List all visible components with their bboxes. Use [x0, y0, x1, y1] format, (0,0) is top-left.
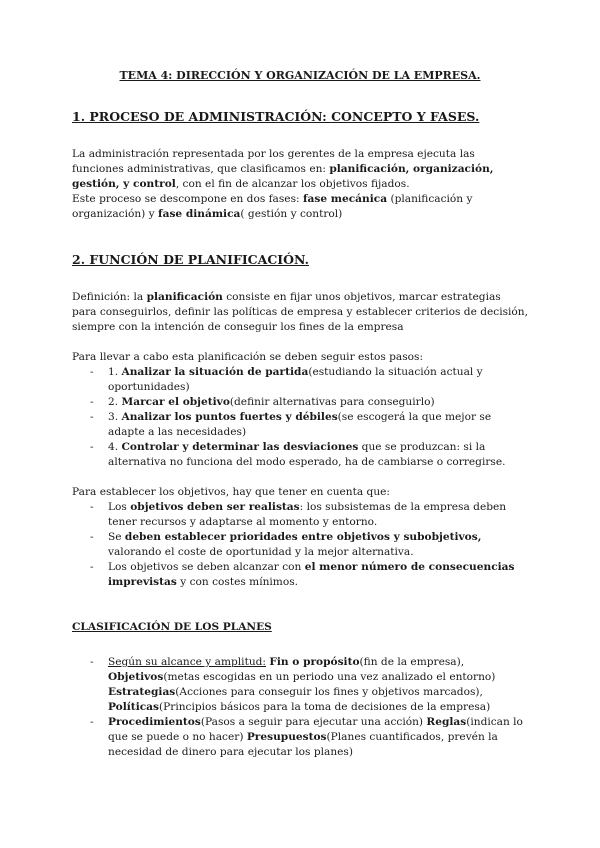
- list-item: - Los objetivos deben ser realistas: los subsistemas de la empresa deben tener recursos y adaptarse al momento y entorno.: [90, 501, 507, 528]
- list-item: - 1. Analizar la situación de partida(estudiando la situación actual y oportunidades): [90, 366, 483, 393]
- list-item: - Según su alcance y amplitud: Fin o propósito(fin de la empresa), Objetivos(metas escogidas en un periodo una vez analizado el entorno) Estrategias(Acciones para conseguir los fines y objetivos marcados), Políticas(Principios básicos para la toma de decisiones de la empresa): [90, 656, 496, 713]
- document-title: TEMA 4: DIRECCIÓN Y ORGANIZACIÓN DE LA EMPRESA.: [119, 69, 481, 82]
- list-item: - Los objetivos se deben alcanzar con el menor número de consecuencias imprevistas y con costes mínimos.: [90, 561, 515, 588]
- list-item: - 2. Marcar el objetivo(definir alternativas para conseguirlo): [90, 396, 435, 408]
- list-item: - 4. Controlar y determinar las desviaciones que se produzcan: si la alternativa no funciona del modo esperado, ha de cambiarse o corregirse.: [90, 441, 506, 468]
- list-item: - 3. Analizar los puntos fuertes y débiles(se escogerá la que mejor se adapte a las necesidades): [90, 411, 492, 438]
- list-item: - Se deben establecer prioridades entre objetivos y subobjetivos, valorando el coste de oportunidad y la mejor alternativa.: [90, 531, 482, 558]
- objectives-intro: Para establecer los objetivos, hay que tener en cuenta que:: [72, 486, 391, 498]
- steps-list: [72, 365, 528, 470]
- plans-classification-heading: CLASIFICACIÓN DE LOS PLANES: [72, 621, 272, 633]
- plans-list: [72, 655, 528, 760]
- definition-paragraph: Definición: la planificación consiste en fijar unos objetivos, marcar estrategias para conseguirlos, definir las políticas de empresa y establecer criterios de decisión, siempre con la intención de conseguir los fines de la empresa: [72, 291, 528, 333]
- section-1-paragraph-2: Este proceso se descompone en dos fases: fase mecánica (planificación y organización) y fase dinámica( gestión y control): [72, 193, 473, 220]
- objectives-list: [72, 500, 528, 590]
- section-2-heading: 2. FUNCIÓN DE PLANIFICACIÓN.: [72, 252, 309, 267]
- section-1-paragraph-1: La administración representada por los gerentes de la empresa ejecuta las funciones administrativas, que clasificamos en: planificación, organización, gestión, y control, con el fin de alcanzar los objetivos fijados.: [72, 148, 494, 190]
- section-1-heading: 1. PROCESO DE ADMINISTRACIÓN: CONCEPTO Y FASES.: [72, 109, 480, 124]
- steps-intro: Para llevar a cabo esta planificación se deben seguir estos pasos:: [72, 351, 424, 363]
- list-item: - Procedimientos(Pasos a seguir para ejecutar una acción) Reglas(indican lo que se puede o no hacer) Presupuestos(Planes cuantificados, prevén la necesidad de dinero para ejecutar los planes): [90, 716, 523, 758]
